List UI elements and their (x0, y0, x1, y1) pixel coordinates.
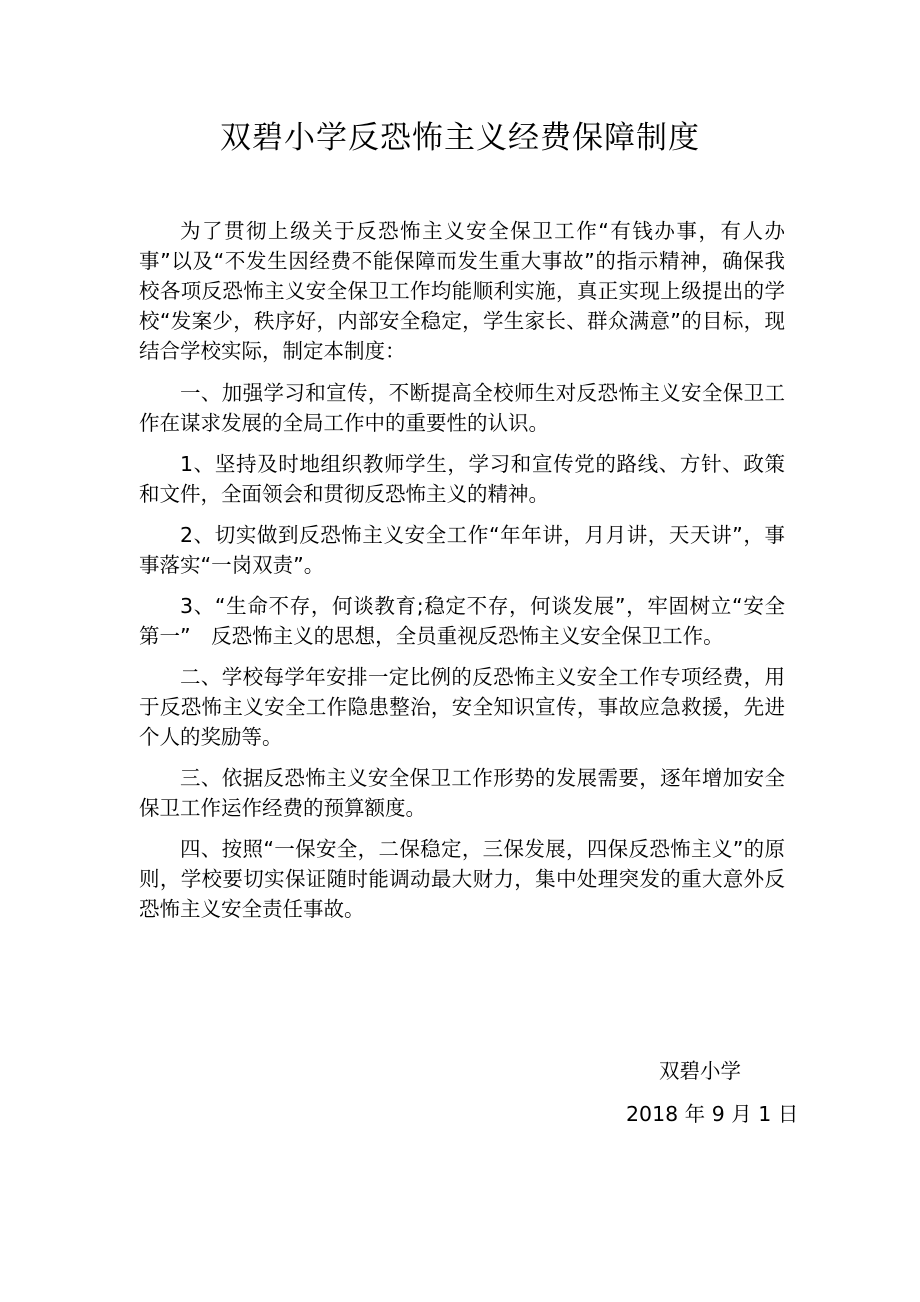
paragraph-item-2: 2、切实做到反恐怖主义安全工作“年年讲，月月讲，天天讲”，事事落实“一岗双责”。 (139, 523, 785, 577)
paragraph-section-1: 一、加强学习和宣传，不断提高全校师生对反恐怖主义安全保卫工作在谋求发展的全局工作中的重要性的认识。 (139, 381, 785, 435)
signature-date: 2018 年 9 月 1 日 (626, 1102, 799, 1126)
signature-school: 双碧小学 (659, 1059, 741, 1083)
paragraph-section-4: 四、按照“一保安全，二保稳定，三保发展，四保反恐怖主义”的原则，学校要切实保证随时能调动最大财力，集中处理突发的重大意外反恐怖主义安全责任事故。 (139, 837, 785, 921)
paragraph-item-1: 1、坚持及时地组织教师学生，学习和宣传党的路线、方针、政策和文件，全面领会和贯彻反恐怖主义的精神。 (139, 452, 785, 506)
paragraph-intro: 为了贯彻上级关于反恐怖主义安全保卫工作“有钱办事，有人办事”以及“不发生因经费不能保障而发生重大事故”的指示精神，确保我校各项反恐怖主义安全保卫工作均能顺利实施，真正实现上级提出的学校“发案少，秩序好，内部安全稳定，学生家长、群众满意”的目标，现结合学校实际，制定本制度： (139, 219, 785, 363)
document-title: 双碧小学反恐怖主义经费保障制度 (220, 120, 700, 156)
paragraph-section-3: 三、依据反恐怖主义安全保卫工作形势的发展需要，逐年增加安全保卫工作运作经费的预算额度。 (139, 766, 785, 820)
document-body (139, 216, 785, 935)
paragraph-section-2: 二、学校每学年安排一定比例的反恐怖主义安全工作专项经费，用于反恐怖主义安全工作隐患整治，安全知识宣传，事故应急救援，先进个人的奖励等。 (139, 665, 785, 749)
paragraph-item-3: 3、“生命不存，何谈教育;稳定不存，何谈发展”，牢固树立“安全第一” 反恐怖主义的思想，全员重视反恐怖主义安全保卫工作。 (139, 594, 785, 648)
